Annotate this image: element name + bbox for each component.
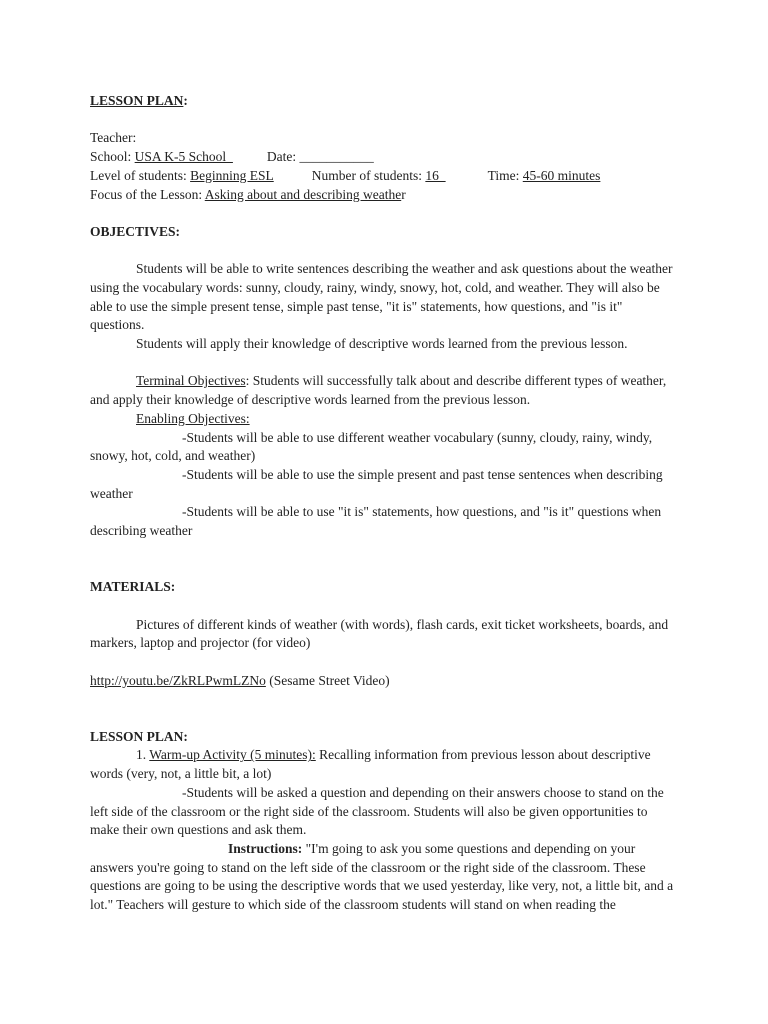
video-link[interactable]: http://youtu.be/ZkRLPwmLZNo: [90, 672, 266, 688]
terminal-objectives-label: Terminal Objectives: [136, 373, 246, 389]
warmup-number: 1.: [136, 747, 150, 763]
warmup-activity: [90, 746, 680, 783]
warmup-label: Warm-up Activity (5 minutes):: [149, 747, 316, 763]
terminal-objectives: [90, 372, 680, 409]
num-students-value: 16: [425, 167, 446, 183]
enabling-objectives-label: Enabling Objectives:: [136, 410, 250, 426]
terminal-objectives-text: : Students will successfully talk about and describe different types of weather, and apply their knowledge of descriptive words learned from the previous lesson.: [90, 373, 667, 408]
instructions-paragraph: [90, 840, 680, 915]
document-content: [90, 92, 680, 915]
focus-line: [90, 186, 680, 205]
video-link-note: (Sesame Street Video): [265, 672, 390, 688]
page-title-text: LESSON PLAN: [90, 93, 184, 108]
lesson-plan-heading: LESSON PLAN:: [90, 728, 188, 744]
level-label: Level of students:: [90, 167, 187, 183]
warmup-detail: -Students will be asked a question and depending on their answers choose to stand on the left side of the classroom or the right side of the classroom. Students will also be given opportunities to make their own questions and ask them.: [90, 784, 664, 838]
enabling-objective-2: -Students will be able to use the simple present and past tense sentences when describing weather: [90, 467, 663, 501]
num-students-label: Number of students:: [311, 167, 422, 183]
focus-value: Asking about and describing weathe: [204, 186, 402, 202]
enabling-objective-1: -Students will be able to use different weather vocabulary (sunny, cloudy, rainy, windy, snowy, hot, cold, and weather): [90, 429, 653, 464]
objectives-paragraph-1: Students will be able to write sentences describing the weather and ask questions about the weather using the vocabulary words: sunny, cloudy, rainy, windy, snowy, hot, cold, and weather. They will also be able to use the simple present tense, simple past tense, "it is" statements, how questions, and "is it" questions.: [90, 261, 673, 333]
school-label: School:: [90, 149, 132, 165]
page-title: [90, 92, 680, 111]
warmup-text: Recalling information from previous lesson about descriptive words (very, not, a little bit, a lot): [90, 747, 651, 782]
teacher-label: Teacher:: [90, 130, 137, 146]
school-value: USA K-5 School: [134, 149, 233, 165]
level-line: [90, 167, 680, 186]
objectives-paragraph-2: Students will apply their knowledge of descriptive words learned from the previous lesson.: [136, 336, 628, 352]
focus-value-tail: r: [401, 186, 406, 202]
level-value: Beginning ESL: [190, 167, 274, 183]
materials-list: Pictures of different kinds of weather (with words), flash cards, exit ticket worksheets, boards, and markers, laptop and projector (for video): [90, 616, 669, 651]
instructions-label: Instructions:: [228, 841, 303, 856]
date-blank: ___________: [299, 149, 374, 165]
page-title-colon: :: [183, 93, 188, 108]
teacher-line: [90, 129, 680, 148]
time-value: 45-60 minutes: [522, 167, 601, 183]
enabling-objective-3: -Students will be able to use "it is" statements, how questions, and "is it" questions when describing weather: [90, 504, 662, 539]
enabling-objectives-label-line: [90, 410, 680, 429]
school-line: [90, 148, 680, 167]
objectives-heading: OBJECTIVES:: [90, 223, 181, 239]
materials-heading: MATERIALS:: [90, 579, 176, 595]
focus-label: Focus of the Lesson:: [90, 186, 203, 202]
date-label: Date:: [266, 149, 297, 165]
instructions-text: "I'm going to ask you some questions and depending on your answers you're going to stand on the left side of the classroom or the right side of the classroom. These questions are going to be using the descriptive words that we used yesterday, like very, not, a little bit, and a lot." Teachers will gesture to which side of the classroom students will stand on when reading the: [90, 841, 674, 913]
video-link-line: [90, 672, 680, 691]
time-label: Time:: [487, 167, 520, 183]
